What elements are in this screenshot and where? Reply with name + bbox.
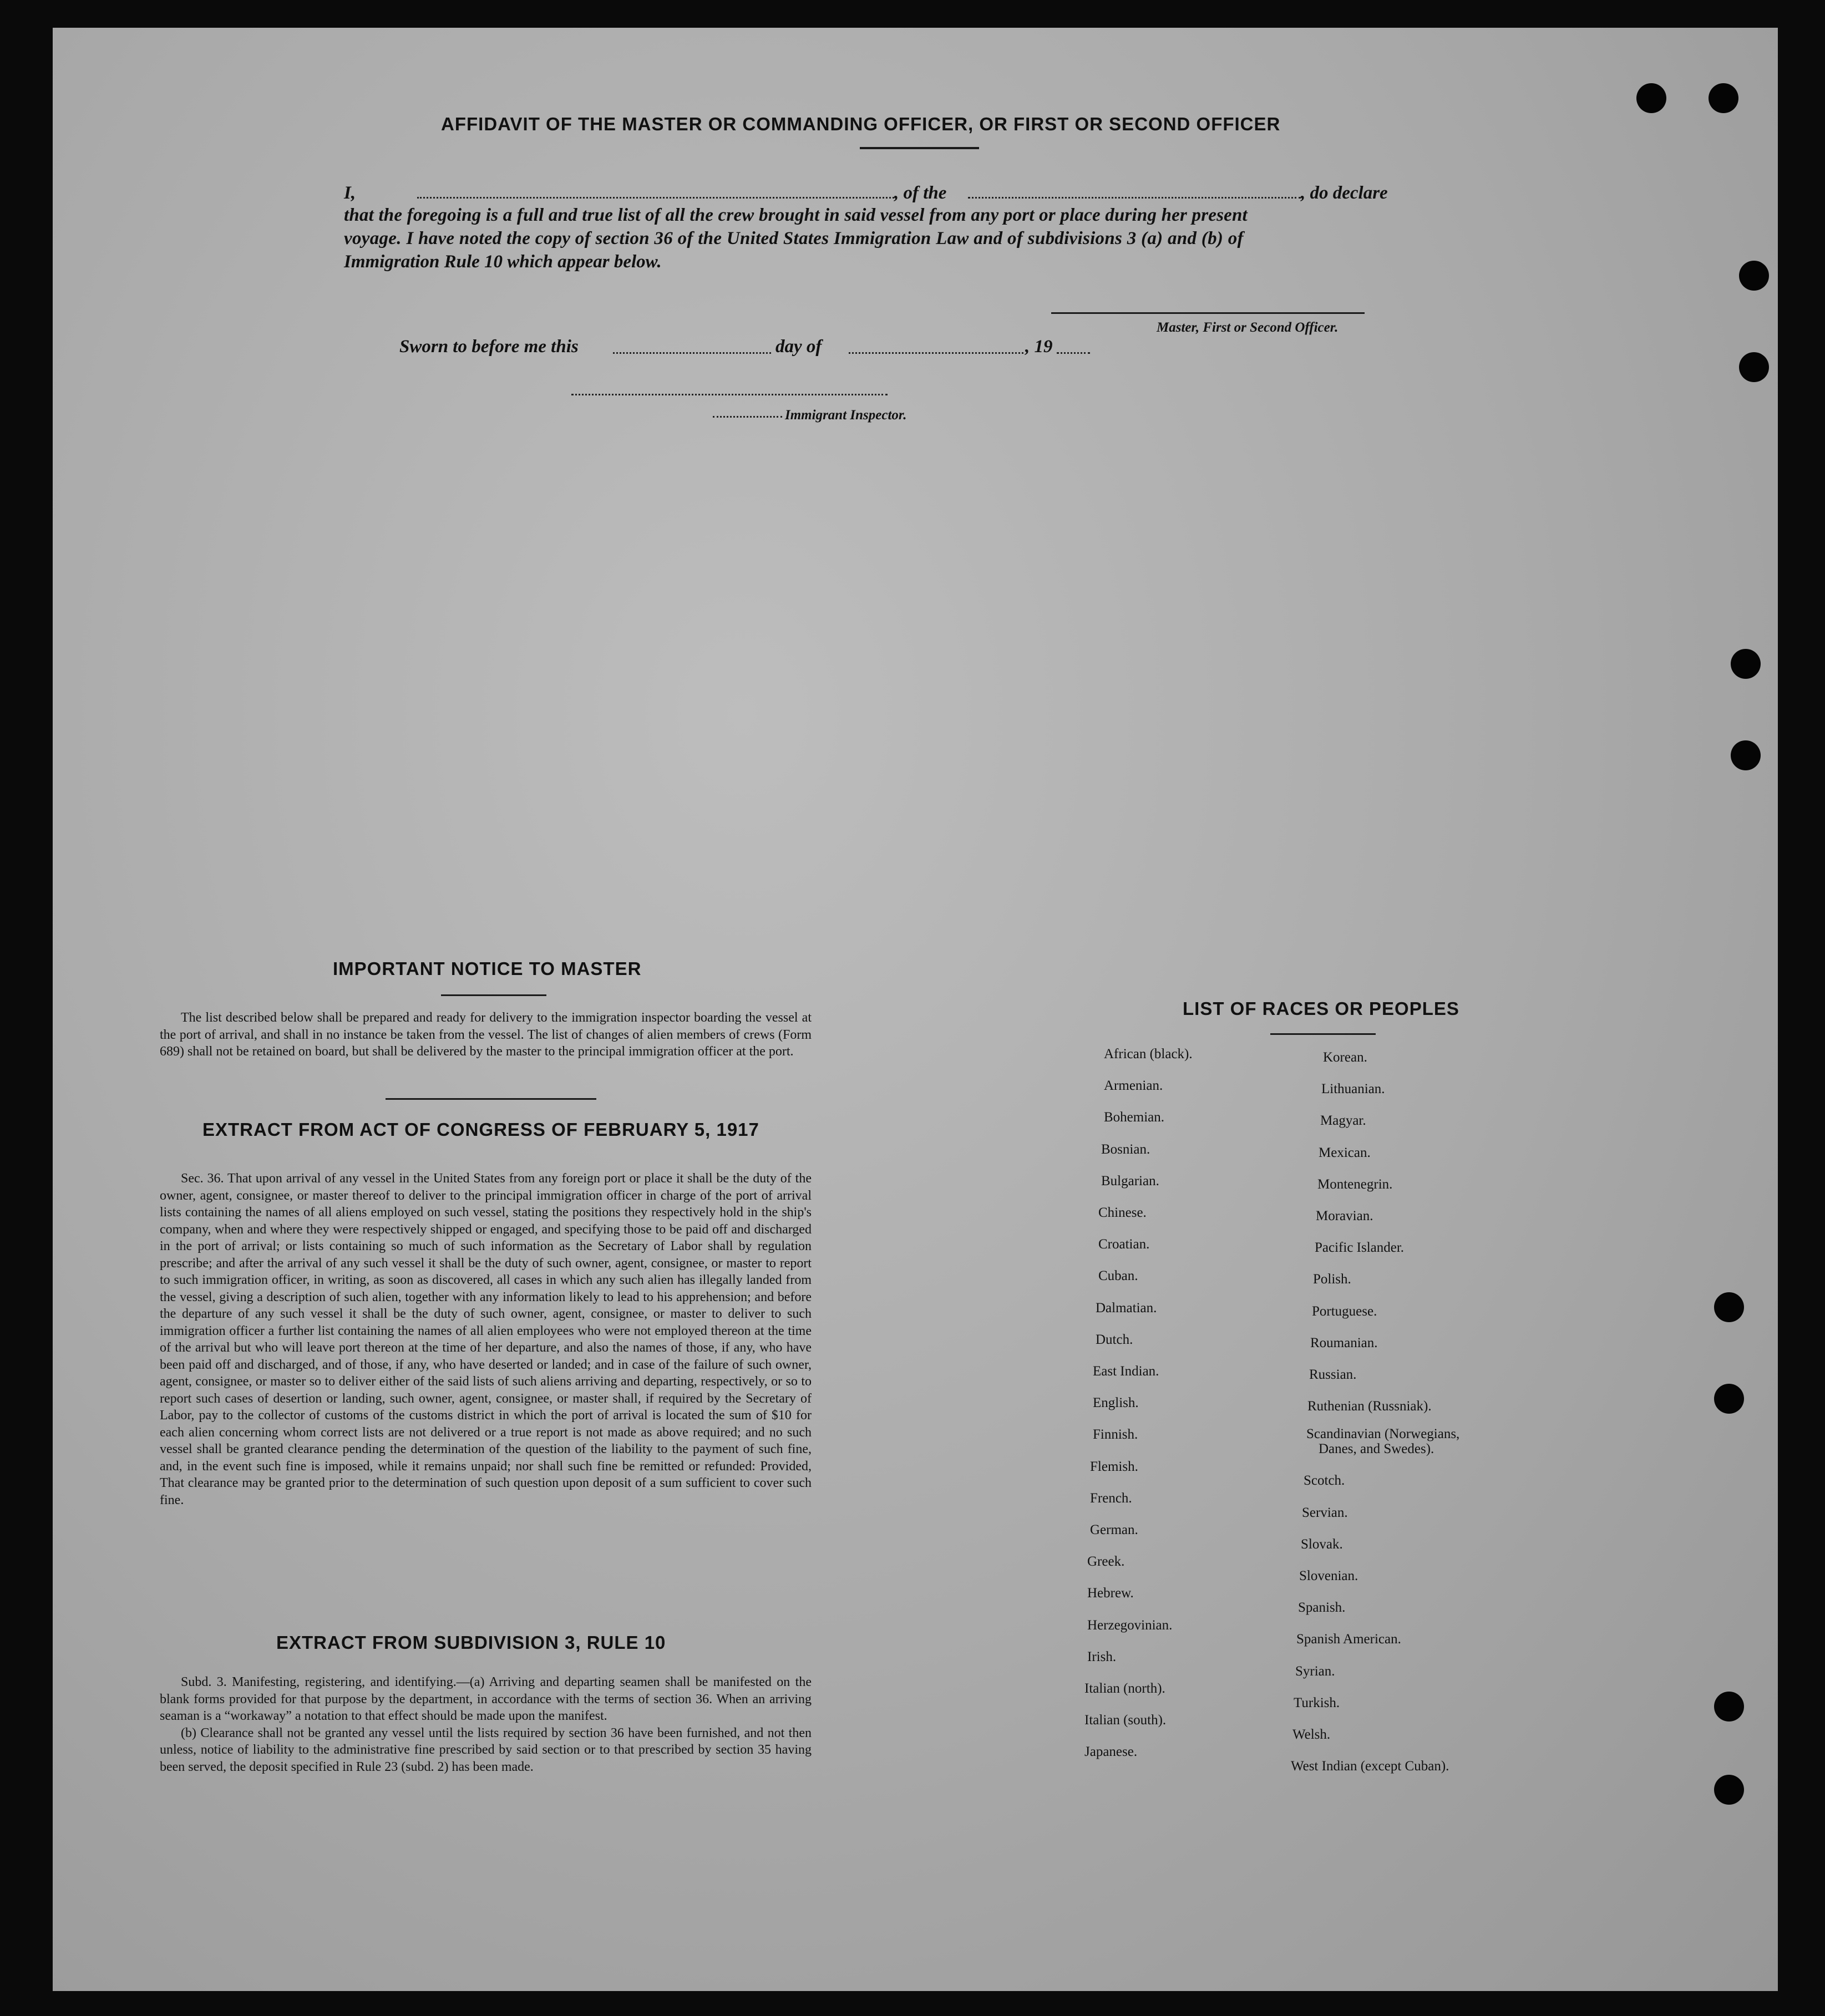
race-entry: Magyar. xyxy=(1320,1113,1366,1129)
race-entry: Flemish. xyxy=(1090,1459,1138,1474)
race-entry: French. xyxy=(1090,1490,1132,1506)
affidavit-line-4: Immigration Rule 10 which appear below. xyxy=(344,252,662,272)
race-entry: Scotch. xyxy=(1304,1473,1345,1489)
race-entry: Scandinavian (Norwegians, xyxy=(1306,1426,1460,1442)
race-entry: Danes, and Swedes). xyxy=(1319,1441,1434,1457)
declarant-name-blank[interactable] xyxy=(417,197,894,199)
race-entry: Finnish. xyxy=(1093,1427,1138,1443)
races-title-rule xyxy=(1270,1033,1376,1035)
race-entry: Armenian. xyxy=(1104,1078,1163,1094)
race-entry: Moravian. xyxy=(1316,1208,1373,1223)
sworn-year-blank[interactable] xyxy=(1057,352,1090,354)
affidavit-line-2: that the foregoing is a full and true list of all the crew brought in said vessel from any port or place during her present xyxy=(344,205,1248,225)
notice-title-rule xyxy=(441,994,546,996)
race-entry: Turkish. xyxy=(1294,1695,1340,1710)
affidavit-line-3: voyage. I have noted the copy of section 36 of the United States Immigration Law and of subdivisions 3 (a) and (b) of xyxy=(344,228,1244,248)
of-the-label: , of the xyxy=(894,183,947,203)
punch-hole xyxy=(1739,261,1769,291)
inspector-signature-line[interactable] xyxy=(571,394,888,395)
year-label: , 19 xyxy=(1025,337,1053,357)
race-entry: Japanese. xyxy=(1084,1744,1138,1760)
race-entry: Cuban. xyxy=(1098,1268,1138,1284)
race-entry: West Indian (except Cuban). xyxy=(1291,1759,1449,1774)
race-entry: Italian (north). xyxy=(1084,1681,1165,1696)
affidavit-title: AFFIDAVIT OF THE MASTER OR COMMANDING OFFICER, OR FIRST OR SECOND OFFICER xyxy=(441,114,1281,134)
race-entry: Polish. xyxy=(1313,1272,1351,1287)
race-entry: Bosnian. xyxy=(1101,1141,1150,1157)
race-entry: Montenegrin. xyxy=(1317,1176,1393,1192)
race-entry: Dalmatian. xyxy=(1096,1300,1157,1316)
race-entry: Bulgarian. xyxy=(1101,1173,1159,1189)
vessel-name-blank[interactable] xyxy=(968,197,1301,199)
rule-paragraph-a: Subd. 3. Manifesting, registering, and identifying.—(a) Arriving and departing seamen shall be manifested on the blank forms provided for that purpose by the department, in accordance with the terms of section 36. When an arriving seaman is a “workaway” a notation to that effect should be made upon the manifest. xyxy=(160,1675,812,1723)
inspector-caption: Immigrant Inspector. xyxy=(785,408,907,423)
races-title: LIST OF RACES OR PEOPLES xyxy=(1183,998,1459,1019)
race-entry: Herzegovinian. xyxy=(1087,1617,1173,1633)
punch-hole xyxy=(1731,740,1761,770)
affidavit-line-1 xyxy=(344,183,356,204)
master-caption: Master, First or Second Officer. xyxy=(1157,320,1339,335)
race-entry: Lithuanian. xyxy=(1321,1081,1385,1097)
punch-hole xyxy=(1739,352,1769,382)
title-rule xyxy=(860,147,979,149)
race-entry: Welsh. xyxy=(1292,1727,1331,1742)
race-entry: Portuguese. xyxy=(1312,1303,1377,1319)
punch-hole xyxy=(1731,649,1761,679)
punch-hole xyxy=(1709,83,1738,113)
punch-hole xyxy=(1714,1692,1744,1722)
race-entry: English. xyxy=(1093,1395,1139,1411)
notice-text xyxy=(160,1009,812,1060)
race-entry: Irish. xyxy=(1087,1649,1117,1664)
day-of-label: day of xyxy=(775,337,822,357)
punch-hole xyxy=(1714,1384,1744,1414)
race-entry: Mexican. xyxy=(1319,1145,1371,1160)
act-title: EXTRACT FROM ACT OF CONGRESS OF FEBRUARY 5, 1917 xyxy=(202,1119,759,1140)
race-entry: Syrian. xyxy=(1295,1663,1335,1679)
race-entry: Italian (south). xyxy=(1084,1713,1167,1728)
race-entry: Slovenian. xyxy=(1299,1568,1358,1583)
punch-hole xyxy=(1714,1775,1744,1805)
race-entry: African (black). xyxy=(1104,1047,1193,1062)
race-entry: Bohemian. xyxy=(1104,1110,1165,1125)
race-entry: Roumanian. xyxy=(1310,1335,1378,1350)
race-entry: Russian. xyxy=(1309,1367,1357,1382)
punch-hole xyxy=(1714,1292,1744,1322)
act-paragraph: Sec. 36. That upon arrival of any vessel in the United States from any foreign port or place it shall be the duty of the owner, agent, consignee, or master thereof to deliver to the principal immigration officer in charge of the port of arrival lists containing the names of all aliens employed on such vessel, stating the positions they respectively hold in the ship's company, when and where they were respectively shipped or engaged, and specifying those to be paid off and discharged in the port of arrival; or lists containing so much of such information as the Secretary of Labor shall by regulation prescribe; and after the arrival of any such vessel it shall be the duty of such owner, agent, consignee, or master to report to such immigration officer, in writing, as soon as discovered, all cases in which any such alien has illegally landed from the vessel, giving a description of such alien, together with any information likely to lead to his apprehension; and before the departure of any such vessel it shall be the duty of such owner, agent, consignee, or master to deliver to such immigration officer a further list containing the names of all alien employees who were not employed thereon at the time of the arrival but who will leave port thereon at the time of her departure, and also the names of those, if any, who have been paid off and discharged, and of those, if any, who have deserted or landed; and in case of the failure of such owner, agent, consignee, or master so to deliver either of the said lists of such aliens arriving and departing, respectively, or so to report such cases of desertion or landing, such owner, agent, consignee, or master shall, if required by the Secretary of Labor, pay to the collector of customs of the customs district in which the port of arrival is located the sum of $10 for each alien concerning whom correct lists are not delivered or a true report is not made as above required; and no such vessel shall be granted clearance pending the determination of the question of the liability to the payment of such fine, and, in the event such fine is imposed, while it remains unpaid; nor shall such fine be remitted or refunded: Provided, That clearance may be granted prior to the determination of such question upon deposit of a sum sufficient to cover such fine. xyxy=(160,1171,812,1507)
race-entry: German. xyxy=(1090,1522,1138,1537)
sworn-day-blank[interactable] xyxy=(613,352,771,354)
notice-title: IMPORTANT NOTICE TO MASTER xyxy=(333,958,642,979)
rule-text xyxy=(160,1674,812,1775)
master-signature-line[interactable] xyxy=(1051,312,1365,314)
race-entry: Pacific Islander. xyxy=(1315,1240,1405,1256)
declare-label: , do declare xyxy=(1301,183,1388,203)
punch-hole xyxy=(1636,83,1666,113)
act-text xyxy=(160,1170,812,1509)
race-entry: Ruthenian (Russniak). xyxy=(1307,1399,1432,1414)
race-entry: Chinese. xyxy=(1098,1205,1147,1220)
race-entry: East Indian. xyxy=(1093,1364,1159,1379)
declarant-label: I, xyxy=(344,183,356,203)
race-entry: Spanish. xyxy=(1298,1600,1346,1616)
sworn-label: Sworn to before me this xyxy=(399,337,579,357)
race-entry: Slovak. xyxy=(1301,1536,1343,1552)
race-entry: Hebrew. xyxy=(1087,1586,1134,1601)
rule-title: EXTRACT FROM SUBDIVISION 3, RULE 10 xyxy=(276,1632,666,1653)
sworn-month-blank[interactable] xyxy=(849,352,1023,354)
inspector-caption-leader xyxy=(713,416,782,418)
race-entry: Croatian. xyxy=(1098,1237,1150,1252)
race-entry: Korean. xyxy=(1323,1050,1367,1065)
race-entry: Spanish American. xyxy=(1296,1632,1401,1647)
race-entry: Greek. xyxy=(1087,1554,1125,1570)
section-divider xyxy=(386,1098,596,1100)
race-entry: Dutch. xyxy=(1096,1332,1133,1347)
rule-paragraph-b: (b) Clearance shall not be granted any vessel until the lists required by section 36 have been furnished, and not then unless, notice of liability to the administrative fine prescribed by said section or to that prescribed by section 35 having been served, the deposit specified in Rule 23 (subd. 2) has been made. xyxy=(160,1725,812,1774)
notice-paragraph: The list described below shall be prepared and ready for delivery to the immigration inspector boarding the vessel at the port of arrival, and shall in no instance be taken from the vessel. The list of changes of alien members of crews (Form 689) shall not be retained on board, but shall be delivered by the master to the principal immigration officer at the port. xyxy=(160,1010,812,1059)
race-entry: Servian. xyxy=(1302,1505,1348,1520)
